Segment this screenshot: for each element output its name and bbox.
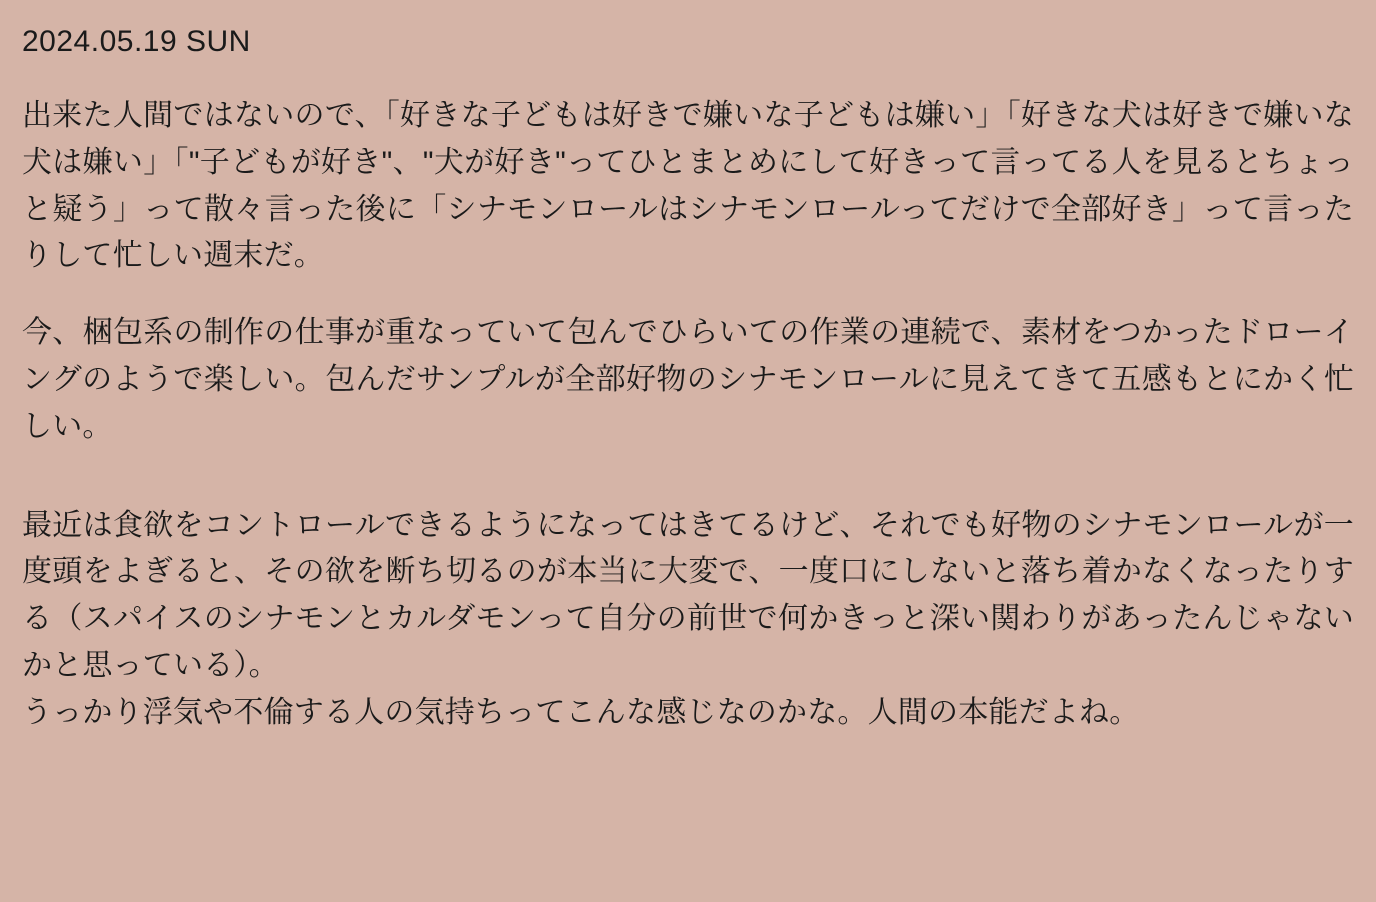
paragraph-3: 最近は食欲をコントロールできるようになってはきてるけど、それでも好物のシナモンロールが一度頭をよぎると、その欲を断ち切るのが本当に大変で、一度口にしないと落ち着かなくなったりする（スパイスのシナモンとカルダモンって自分の前世で何かきっと深い関わりがあったんじゃないかと思っている）。 [22,508,1354,682]
entry-body [22,93,1354,737]
paragraph-2: 今、梱包系の制作の仕事が重なっていて包んでひらいての作業の連続で、素材をつかったドローイングのようで楽しい。包んだサンプルが全部好物のシナモンロールに見えてきて五感もとにかく忙しい。 [22,316,1354,443]
date-heading: 2024.05.19 SUN [22,25,251,58]
paragraph-1: 出来た人間ではないので、「好きな子どもは好きで嫌いな子どもは嫌い」「好きな犬は好きで嫌いな犬は嫌い」「"子どもが好き"、"犬が好き"ってひとまとめにして好きって言ってる人を見るとちょっと疑う」って散々言った後に「シナモンロールはシナモンロールってだけで全部好き」って言ったりして忙しい週末だ。 [22,99,1354,273]
paragraph-4: うっかり浮気や不倫する人の気持ちってこんな感じなのかな。人間の本能だよね。 [22,695,1140,729]
